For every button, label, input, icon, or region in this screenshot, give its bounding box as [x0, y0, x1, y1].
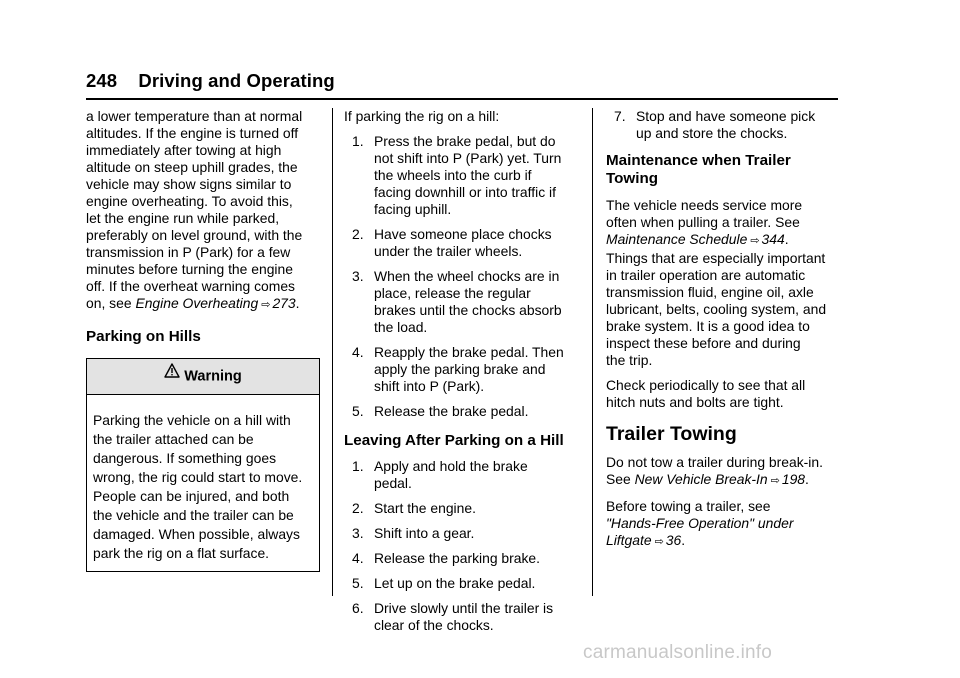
parking-on-hills-heading: Parking on Hills	[86, 328, 201, 345]
warning-title: Warning	[184, 368, 242, 385]
list-item: 3. Shift into a gear.	[352, 525, 475, 541]
list-item: 7. Stop and have someone pick up and store the chocks.	[614, 108, 816, 141]
list-item: 4. Reapply the brake pedal. Then apply the parking brake and shift into P (Park).	[352, 344, 564, 394]
break-in-paragraph: Do not tow a trailer during break-in. See New Vehicle Break-In ⇨ 198.	[606, 454, 823, 487]
column-divider-1	[332, 108, 333, 596]
column-1	[86, 108, 322, 572]
trailer-towing-heading: Trailer Towing	[606, 423, 737, 445]
list-item: 2. Have someone place chocks under the trailer wheels.	[352, 226, 552, 259]
list-item: 4. Release the parking brake.	[352, 550, 541, 566]
leaving-steps	[344, 458, 580, 634]
list-item: 1. Apply and hold the brake pedal.	[352, 458, 528, 491]
maintenance-schedule-page[interactable]: 344	[761, 231, 785, 247]
page-ref-arrow-icon: ⇨	[770, 475, 780, 487]
list-item: 5. Let up on the brake pedal.	[352, 575, 536, 591]
warning-box	[86, 358, 320, 572]
warning-text: Parking the vehicle on a hill with the trailer attached can be dangerous. If something goes wrong, the rig could start to move. People can be injured, and both the vehicle and the trailer can be damaged. When possible, always park the rig on a flat surface.	[93, 412, 303, 561]
column-2	[344, 108, 580, 642]
break-in-page[interactable]: 198	[781, 471, 806, 487]
section-title: Driving and Operating	[138, 70, 335, 91]
leaving-after-parking-heading: Leaving After Parking on a Hill	[344, 432, 564, 449]
engine-overheating-link[interactable]: Engine Overheating	[135, 295, 259, 311]
list-item: 5. Release the brake pedal.	[352, 403, 529, 419]
page-ref-arrow-icon: ⇨	[750, 235, 760, 247]
column-3	[606, 108, 840, 559]
page-ref-arrow-icon: ⇨	[654, 536, 664, 548]
warning-title-bar	[87, 359, 319, 395]
column-divider-2	[592, 108, 593, 596]
list-item: 1. Press the brake pedal, but do not shift into P (Park) yet. Turn the wheels into the curb if facing downhill or into traffic if facing uphill.	[352, 133, 562, 217]
list-item: 6. Drive slowly until the trailer is clear of the chocks.	[352, 600, 554, 633]
maintenance-heading: Maintenance when Trailer Towing	[606, 152, 791, 187]
page-ref-arrow-icon: ⇨	[261, 299, 271, 311]
liftgate-page[interactable]: 36	[665, 532, 682, 548]
liftgate-link[interactable]: "Hands-Free Operation" under Liftgate	[606, 515, 794, 548]
hill-parking-steps	[344, 133, 580, 420]
watermark: carmanualsonline.info	[583, 642, 773, 663]
warning-triangle-icon	[164, 357, 180, 392]
break-in-link[interactable]: New Vehicle Break-In	[634, 471, 768, 487]
continued-steps	[606, 108, 840, 142]
maintenance-paragraph: The vehicle needs service more often when pulling a trailer. See Maintenance Schedule ⇨ 344. Things that are especially important in trailer operation are automatic transmission fluid, engine oil, axle lubricant, belts, cooling system, and brake system. It is a good idea to inspect these before and during the trip.	[606, 197, 827, 368]
hill-parking-intro: If parking the rig on a hill:	[344, 108, 500, 124]
header-rule	[86, 98, 838, 100]
list-item: 2. Start the engine.	[352, 500, 476, 516]
page-header	[86, 70, 335, 92]
liftgate-paragraph: Before towing a trailer, see "Hands-Free Operation" under Liftgate ⇨ 36.	[606, 498, 794, 548]
list-item: 3. When the wheel chocks are in place, release the regular brakes until the chocks absorb the load.	[352, 268, 562, 335]
engine-overheating-page[interactable]: 273	[272, 295, 296, 311]
hitch-check-paragraph: Check periodically to see that all hitch nuts and bolts are tight.	[606, 377, 806, 410]
maintenance-schedule-link[interactable]: Maintenance Schedule	[606, 231, 748, 247]
page-number: 248	[86, 70, 118, 91]
altitude-paragraph: a lower temperature than at normal altitudes. If the engine is turned off immediately after towing at high altitude on steep uphill grades, the vehicle may show signs similar to engine overheating. To avoid this, let the engine run while parked, preferably on level ground, with the transmission in P (Park) for a few minutes before turning the engine off. If the overheat warning comes on, see Engine Overheating ⇨ 273.	[86, 108, 303, 311]
